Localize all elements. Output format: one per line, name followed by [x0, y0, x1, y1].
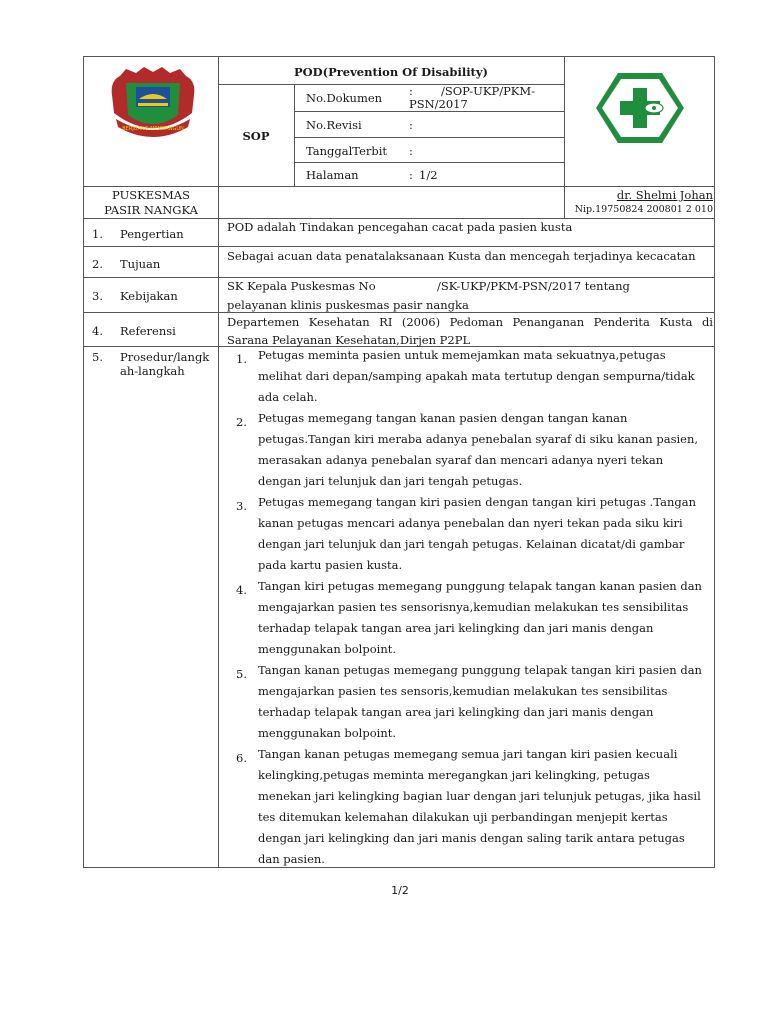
- section-number: 1.: [92, 227, 103, 241]
- step-number: 1.: [236, 352, 247, 366]
- sop-label: SOP: [242, 129, 270, 143]
- section-number: 3.: [92, 289, 103, 303]
- section-label-tujuan: Tujuan: [120, 257, 161, 271]
- section-number: 5.: [92, 350, 103, 364]
- step-number: 5.: [236, 667, 247, 681]
- document-title: POD(Prevention Of Disability): [294, 65, 488, 79]
- section-content-kebijakan-a: SK Kepala Puskesmas No: [227, 279, 376, 293]
- field-label-no-revisi: No.Revisi: [306, 118, 362, 132]
- procedure-step-5: Tangan kanan petugas memegang punggung telapak tangan kiri pasien dan mengajarkan pasien tes sensoris,kemudian melakukan tes sensibilitas terhadap telapak tangan area jari kelingking dan jari manis dengan menggunakan bolpoint.: [258, 663, 702, 740]
- step-number: 3.: [236, 499, 247, 513]
- field-colon: :: [409, 118, 413, 132]
- signer-name: dr. Shelmi Johan: [616, 188, 713, 202]
- procedure-step-3: Petugas memegang tangan kiri pasien dengan tangan kiri petugas .Tangan kanan petugas mencari adanya penebalan dan nyeri tekan pada siku kiri dengan jari telunjuk dan jari tengah petugas. Kelainan dicatat/di gambar pada kartu pasien kusta.: [258, 495, 696, 572]
- rule: [294, 162, 564, 163]
- section-label-prosedur-b: ah-langkah: [120, 364, 185, 378]
- org-name-line1: PUSKESMAS: [112, 188, 190, 202]
- section-content-pengertian: POD adalah Tindakan pencegahan cacat pada pasien kusta: [227, 220, 573, 234]
- section-label-prosedur-a: Prosedur/langk: [120, 350, 210, 364]
- section-number: 2.: [92, 257, 103, 271]
- section-content-referensi-b: Sarana Pelayanan Kesehatan,Dirjen P2PL: [227, 333, 471, 347]
- procedure-step-2: Petugas memegang tangan kanan pasien dengan tangan kanan petugas.Tangan kiri meraba adanya penebalan syaraf di siku kanan pasien, merasakan adanya penebalan syaraf dan mencari adanya nyeri tekan dengan jari telunjuk dan jari tengah petugas.: [258, 411, 699, 488]
- rule: [294, 84, 295, 186]
- procedure-step-6: Tangan kanan petugas memegang semua jari tangan kiri pasien kecuali kelingking,petugas meminta meregangkan jari kelingking, petugas menekan jari kelingking bagian luar dengan jari telunjuk petugas, jika hasil tes ditemukan kelemahan dilakukan uji perbandingan menjepit kertas dengan jari kelingking dan jari manis dengan saling tarik antara petugas dan pasien.: [258, 747, 701, 866]
- puskesmas-green-cross-logo: [594, 71, 686, 145]
- field-colon: :: [409, 168, 413, 182]
- field-colon: :: [409, 144, 413, 158]
- field-label-halaman: Halaman: [306, 168, 359, 182]
- section-content-kebijakan-b: /SK-UKP/PKM-PSN/2017 tentang: [437, 279, 630, 293]
- step-number: 2.: [236, 415, 247, 429]
- org-name-line2: PASIR NANGKA: [104, 203, 198, 217]
- rule: [294, 137, 564, 138]
- section-label-referensi: Referensi: [120, 324, 176, 338]
- section-number: 4.: [92, 324, 103, 338]
- rule: [84, 186, 715, 187]
- rule: [84, 312, 715, 313]
- step-number: 4.: [236, 583, 247, 597]
- step-number: 6.: [236, 751, 247, 765]
- page-number: 1/2: [391, 884, 409, 897]
- signer-nip: Nip.19750824 200801 2 010: [574, 204, 713, 215]
- field-label-tanggal-terbit: TanggalTerbit: [306, 144, 388, 158]
- section-content-tujuan: Sebagai acuan data penatalaksanaan Kusta dan mencegah terjadinya kecacatan: [227, 249, 696, 263]
- section-content-referensi-a: Departemen Kesehatan RI (2006) Pedoman Penanganan Penderita Kusta di: [227, 315, 713, 329]
- section-content-kebijakan-c: pelayanan klinis puskesmas pasir nangka: [227, 298, 469, 312]
- field-value-no-dokumen-2: PSN/2017: [409, 97, 468, 111]
- rule: [218, 57, 219, 868]
- rule: [294, 111, 564, 112]
- field-label-no-dokumen: No.Dokumen: [306, 91, 383, 105]
- section-label-kebijakan: Kebijakan: [120, 289, 178, 303]
- logo-text: BERJUANG MEMBANGUN: [122, 126, 184, 132]
- section-label-pengertian: Pengertian: [120, 227, 184, 241]
- field-colon: :: [409, 84, 413, 98]
- rule: [84, 246, 715, 247]
- procedure-step-1: Petugas meminta pasien untuk memejamkan mata sekuatnya,petugas melihat dari depan/samping apakah mata tertutup dengan sempurna/tidak ada celah.: [258, 348, 695, 404]
- rule: [84, 218, 715, 219]
- procedure-step-4: Tangan kiri petugas memegang punggung telapak tangan kanan pasien dan mengajarkan pasien tes sensorisnya,kemudian melakukan tes sensibilitas terhadap telapak tangan area jari kelingking dan jari manis dengan menggunakan bolpoint.: [258, 579, 702, 656]
- regional-emblem-logo: [106, 67, 200, 141]
- field-value-halaman: 1/2: [419, 168, 438, 182]
- rule: [84, 277, 715, 278]
- field-value-no-dokumen: /SOP-UKP/PKM-: [441, 84, 536, 98]
